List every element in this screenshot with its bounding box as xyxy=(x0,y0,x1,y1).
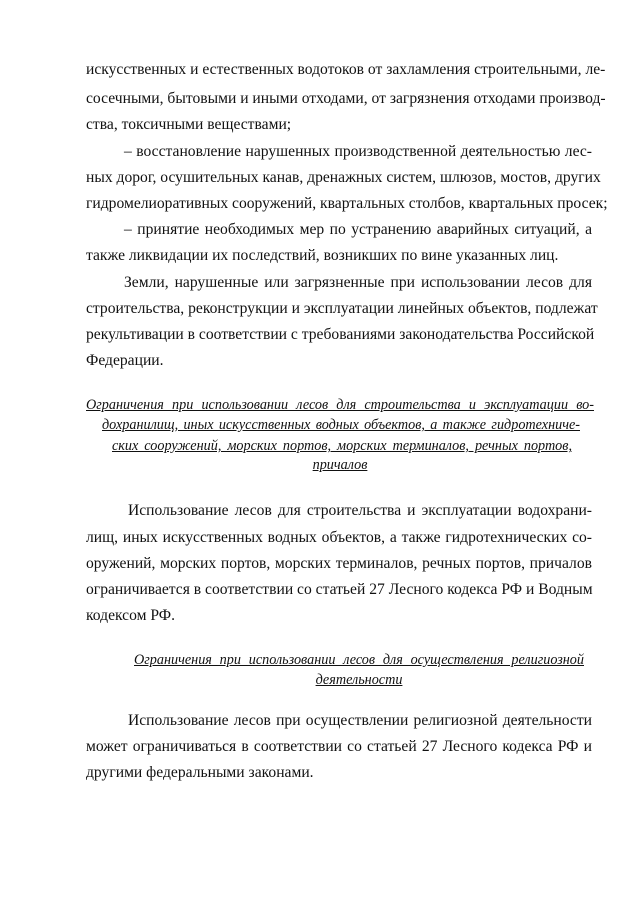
paragraph-2-line-3: гидромелиоративных сооружений, квартальных столбов, квартальных просек; xyxy=(86,195,608,212)
paragraph-1-line-3: ства, токсичными веществами; xyxy=(86,116,292,133)
paragraph-6-line-1: Использование лесов при осуществлении религиозной деятельности xyxy=(128,712,592,729)
paragraph-4-line-1: Земли, нарушенные или загрязненные при использовании лесов для xyxy=(124,274,592,291)
paragraph-5-line-4: ограничивается в соответствии со статьей 27 Лесного кодекса РФ и Водным xyxy=(86,581,593,598)
paragraph-5-line-2: лищ, иных искусственных водных объектов, а также гидротехнических со- xyxy=(86,529,592,546)
paragraph-5-line-3: оружений, морских портов, морских терминалов, речных портов, причалов xyxy=(86,555,592,572)
section-heading-1-line-4: причалов xyxy=(312,457,368,473)
paragraph-2-line-2: ных дорог, осушительных канав, дренажных систем, шлюзов, мостов, других xyxy=(86,169,601,186)
paragraph-4-line-3: рекультивации в соответствии с требованиями законодательства Российской xyxy=(86,326,595,343)
section-heading-1-line-2: дохранилищ, иных искусственных водных объектов, а также гидротехниче- xyxy=(102,417,580,433)
paragraph-4-line-4: Федерации. xyxy=(86,352,164,369)
paragraph-5-line-1: Использование лесов для строительства и эксплуатации водохрани- xyxy=(128,502,592,519)
section-heading-1-line-1: Ограничения при использовании лесов для строительства и эксплуатации во- xyxy=(86,397,594,413)
paragraph-5-line-5: кодексом РФ. xyxy=(86,607,175,624)
paragraph-4-line-2: строительства, реконструкции и эксплуатации линейных объектов, подлежат xyxy=(86,300,598,317)
section-heading-2-line-2: деятельности xyxy=(315,672,403,688)
section-heading-1-line-3: ских сооружений, морских портов, морских терминалов, речных портов, xyxy=(112,438,572,454)
paragraph-3-line-1: – принятие необходимых мер по устранению аварийных ситуаций, а xyxy=(124,221,592,238)
paragraph-1-line-2: сосечными, бытовыми и иными отходами, от загрязнения отходами производ- xyxy=(86,90,606,107)
paragraph-3-line-2: также ликвидации их последствий, возникших по вине указанных лиц. xyxy=(86,247,559,264)
paragraph-6-line-2: может ограничиваться в соответствии со статьей 27 Лесного кодекса РФ и xyxy=(86,738,592,755)
paragraph-2-line-1: – восстановление нарушенных производственной деятельностью лес- xyxy=(124,143,592,160)
paragraph-1-line-1: искусственных и естественных водотоков от захламления строительными, ле- xyxy=(86,61,606,78)
section-heading-2-line-1: Ограничения при использовании лесов для осуществления религиозной xyxy=(134,652,584,668)
paragraph-6-line-3: другими федеральными законами. xyxy=(86,764,314,781)
